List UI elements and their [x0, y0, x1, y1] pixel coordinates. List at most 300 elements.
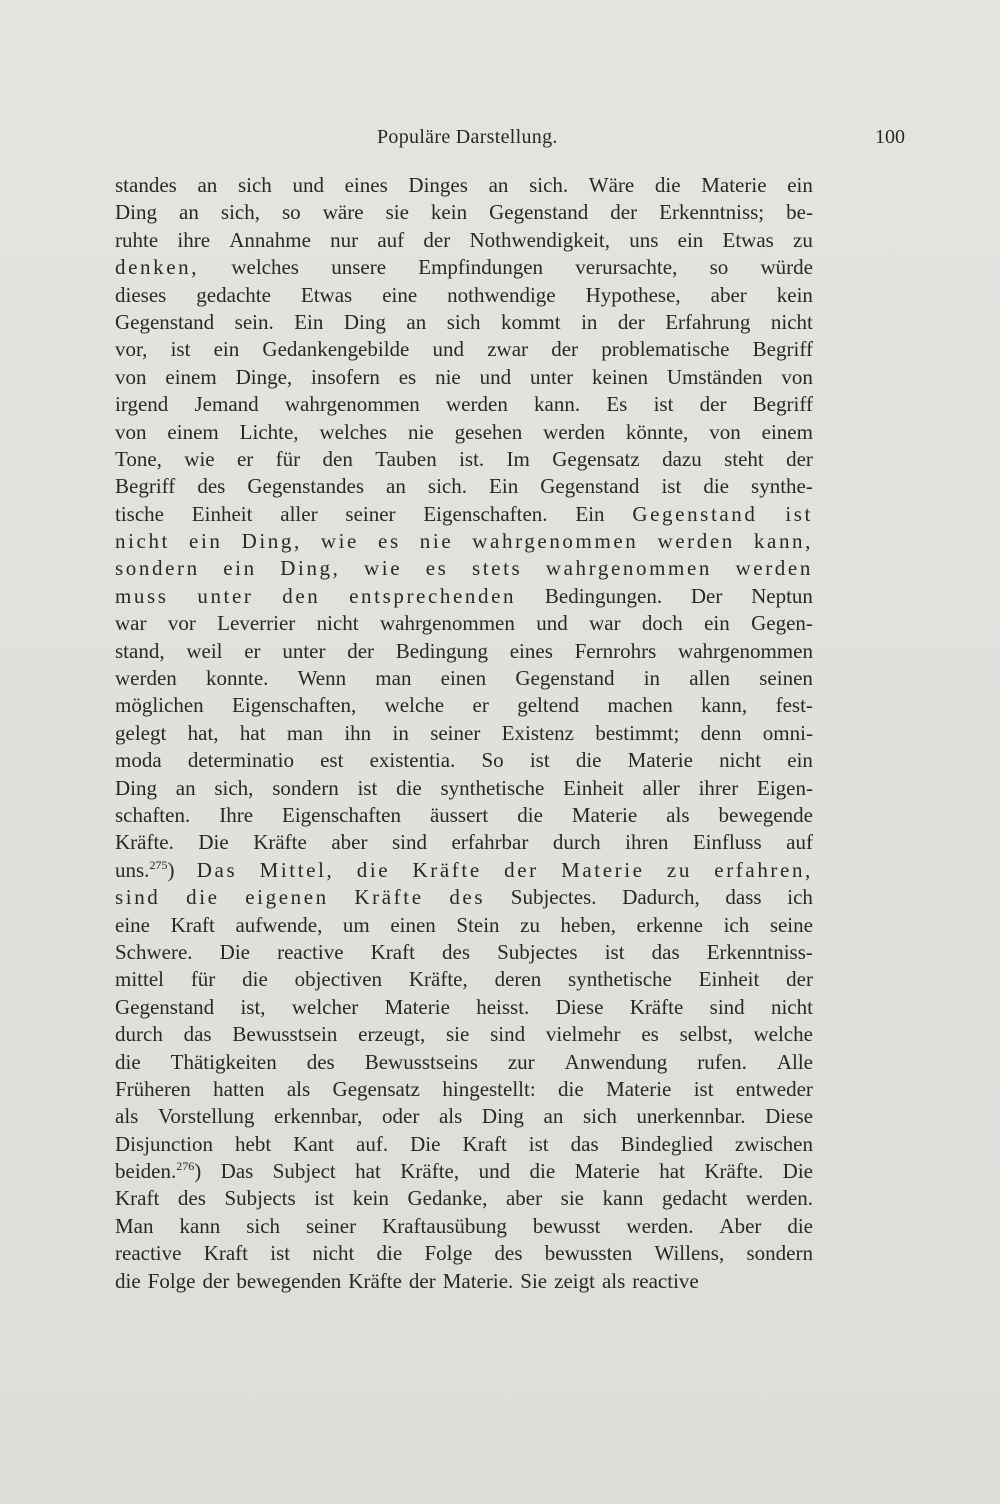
page-header — [115, 126, 905, 156]
word: Gegenstand — [632, 501, 758, 526]
word: nie — [435, 364, 461, 389]
word: gesehen — [454, 419, 523, 444]
word: des — [177, 1186, 206, 1211]
word: sich — [237, 173, 272, 197]
word: des — [494, 1241, 523, 1266]
text-line — [115, 391, 813, 418]
word: seine — [769, 912, 813, 937]
word: Materie. — [442, 1268, 514, 1293]
word: nur — [330, 227, 359, 252]
word: die — [575, 748, 602, 773]
word: aber — [505, 1186, 543, 1211]
word: ist — [661, 474, 682, 499]
word: kein — [352, 1186, 389, 1211]
word: Erkenntniss- — [706, 939, 813, 964]
word: gelegt — [115, 720, 167, 745]
word: die — [558, 1076, 584, 1101]
word: reactive — [277, 939, 344, 964]
word: denn — [700, 720, 742, 745]
word: ist — [785, 501, 813, 526]
word: welches — [319, 419, 388, 444]
text-line — [115, 994, 813, 1021]
word: Nothwendigkeit, — [469, 227, 610, 252]
word: sind — [709, 994, 745, 1019]
word: als — [286, 1076, 311, 1101]
word: ich — [723, 912, 750, 937]
word: der — [408, 1268, 436, 1293]
word: als — [601, 1268, 626, 1293]
word: Bewusstsein — [232, 1022, 338, 1047]
text-line — [115, 1185, 813, 1212]
word: objectiven — [294, 967, 383, 992]
word: zu — [666, 857, 692, 882]
word: ist — [693, 1076, 714, 1101]
word: Jemand — [194, 392, 259, 417]
word: er — [472, 693, 489, 718]
word: hat — [355, 1159, 381, 1184]
word: Subjects — [224, 1186, 296, 1211]
word: geltend — [517, 693, 580, 718]
text-line — [115, 775, 813, 802]
text-line — [115, 1103, 813, 1130]
word: Etwas — [300, 282, 353, 307]
word: Das — [220, 1159, 254, 1184]
word: est — [320, 748, 344, 773]
word: das — [570, 1131, 599, 1156]
word: problematische — [601, 337, 730, 362]
word: eine — [382, 282, 418, 307]
word: der — [202, 1268, 230, 1293]
word: Kräfte — [412, 857, 482, 882]
word: Ihre — [219, 802, 254, 827]
word: Die — [219, 939, 250, 964]
word: existentia. — [369, 748, 456, 773]
text-line — [115, 282, 813, 309]
word: hat — [659, 1159, 685, 1184]
word: der — [699, 392, 727, 417]
word: Ding — [343, 309, 386, 334]
word: zwar — [487, 337, 529, 362]
word: Materie — [627, 748, 693, 773]
word: eigenen — [245, 885, 329, 910]
word: in — [581, 309, 598, 334]
word: Alle — [776, 1049, 813, 1074]
word: ist — [528, 1131, 549, 1156]
word: einem — [167, 419, 219, 444]
word: ein — [787, 748, 813, 773]
word: sich — [246, 1213, 281, 1238]
word: Materie — [571, 802, 638, 827]
running-title: Populäre Darstellung. — [377, 126, 558, 148]
word: sondern — [115, 556, 200, 581]
word: Kant — [293, 1131, 335, 1156]
word: rufen. — [697, 1049, 747, 1074]
word: uns — [629, 227, 659, 252]
word: Erfahrung — [665, 309, 751, 334]
word: Kräfte, — [408, 967, 468, 992]
word: sind — [490, 1022, 526, 1047]
word: von — [781, 364, 813, 389]
word: Anwendung — [564, 1049, 668, 1074]
word: kann, — [701, 693, 748, 718]
word: ein — [677, 227, 704, 252]
word: kein — [430, 200, 468, 225]
word: reactive — [632, 1268, 699, 1293]
word: ein — [704, 611, 730, 636]
word: seiner — [430, 720, 481, 745]
word: man — [286, 720, 324, 745]
word: die — [703, 474, 729, 499]
word: Ding — [115, 200, 157, 225]
word: verursachte, — [575, 255, 678, 280]
word: be- — [786, 200, 813, 225]
word: Folge — [147, 1268, 196, 1293]
word: nicht — [719, 748, 762, 773]
word: bestimmt; — [595, 720, 680, 745]
word: der — [423, 227, 451, 252]
word: synthe- — [751, 474, 813, 499]
word: ist — [529, 748, 550, 773]
word: Ding — [115, 775, 157, 800]
text-line — [115, 1213, 813, 1240]
word: als — [115, 1104, 139, 1129]
word: das — [183, 1022, 212, 1047]
text-line — [115, 829, 813, 856]
word: ist — [604, 939, 625, 964]
word: Annahme — [229, 227, 311, 252]
word: synthetische — [568, 967, 672, 992]
word: Die — [198, 830, 229, 855]
word: Willens, — [654, 1241, 725, 1266]
word: Materie — [561, 857, 645, 882]
word: als — [666, 802, 690, 827]
word: das — [651, 939, 680, 964]
word: Begriff — [752, 392, 813, 417]
word: ein — [787, 173, 813, 197]
word: unter — [530, 364, 574, 389]
word: ein — [223, 556, 257, 581]
word: Früheren — [115, 1076, 191, 1101]
text-line — [115, 1076, 813, 1103]
word: aber — [710, 282, 747, 307]
word: weil — [186, 638, 223, 663]
word: nicht — [115, 529, 170, 554]
word: nie — [419, 529, 454, 554]
word: und — [478, 1159, 511, 1184]
word: in — [392, 720, 409, 745]
word: Kräfte, — [400, 1159, 460, 1184]
word: durch — [115, 1022, 163, 1047]
word: sind — [115, 885, 161, 910]
word: Lichte, — [239, 419, 299, 444]
word: insofern — [311, 364, 380, 389]
word: Materie — [574, 1159, 640, 1184]
word: an — [386, 474, 406, 499]
word: Materie — [701, 173, 767, 197]
page-number: 100 — [875, 126, 905, 148]
word: erzeugt, — [358, 1022, 426, 1047]
word: erkenne — [636, 912, 703, 937]
word: auf — [377, 227, 405, 252]
word: aufwende, — [235, 912, 323, 937]
word: auf — [786, 830, 813, 855]
word: dieses — [115, 282, 167, 307]
word: der — [347, 638, 375, 663]
word: erkennbar, — [274, 1104, 363, 1129]
word: er — [236, 446, 254, 471]
word: werden. — [626, 1213, 694, 1238]
word: schaften. — [115, 802, 191, 827]
word: sie — [385, 200, 409, 225]
word: Begriff — [752, 337, 813, 362]
word: er — [244, 638, 261, 663]
word: zu — [793, 227, 813, 252]
word: um — [342, 912, 370, 937]
word: Tone, — [115, 446, 162, 471]
word: an — [488, 173, 509, 197]
text-line — [115, 720, 813, 747]
word: kommt — [501, 309, 561, 334]
word: und — [292, 173, 324, 197]
text-line — [115, 446, 813, 473]
word: ist — [653, 392, 674, 417]
word: oder — [382, 1104, 420, 1129]
word: bewusst — [532, 1213, 601, 1238]
word: es — [425, 556, 449, 581]
word: wie — [184, 446, 215, 471]
word: hat, — [187, 720, 219, 745]
word: Subject — [272, 1159, 336, 1184]
word: kein — [776, 282, 813, 307]
word: werden. — [745, 1186, 813, 1211]
word: erfahrbar — [451, 830, 529, 855]
word: Einheit — [698, 967, 760, 992]
word: Gegenstand — [515, 666, 615, 691]
word: hingestellt: — [442, 1076, 536, 1101]
word: wahrgenommen — [678, 638, 813, 663]
word: ein — [213, 337, 240, 362]
word: dazu — [662, 446, 702, 471]
word: Eigenschaften — [282, 802, 401, 827]
word: aller — [280, 501, 318, 526]
word: Kraft — [170, 912, 215, 937]
word: nothwendige — [447, 282, 556, 307]
word: vor, — [115, 337, 148, 362]
word: für — [190, 967, 216, 992]
word: zeigt — [554, 1268, 595, 1293]
word: Einfluss — [692, 830, 762, 855]
word: des — [306, 1049, 335, 1074]
text-line — [115, 336, 813, 363]
word: eines — [344, 173, 388, 197]
text-line — [115, 610, 813, 637]
word: hatten — [213, 1076, 265, 1101]
word: seiner — [305, 1213, 357, 1238]
word: Begriff — [115, 474, 176, 499]
word: nie — [408, 419, 434, 444]
word: Tauben — [375, 446, 437, 471]
word: Gegenstand — [540, 474, 640, 499]
word: Materie — [606, 1076, 672, 1101]
word: Folge — [424, 1241, 473, 1266]
word: welche — [753, 1022, 813, 1047]
word: des — [442, 939, 471, 964]
word: vielmehr — [545, 1022, 621, 1047]
word: Aber — [719, 1213, 762, 1238]
word: die — [115, 1268, 141, 1293]
word: nicht — [312, 1241, 355, 1266]
word: Im — [506, 446, 530, 471]
word: Subjectes. — [510, 885, 597, 910]
word: Kraft — [462, 1131, 507, 1156]
word: die — [396, 775, 422, 800]
word: fest- — [775, 693, 813, 718]
word: an — [543, 1104, 564, 1129]
word: Eigenschaften, — [232, 693, 357, 718]
word: Kraft — [115, 1186, 160, 1211]
word: heisst. — [476, 994, 530, 1019]
word: Schwere. — [115, 939, 193, 964]
word: unter — [197, 583, 254, 608]
word: einem — [761, 419, 813, 444]
footnote-reference: 276 — [176, 1159, 195, 1174]
word: moda — [115, 748, 162, 773]
word: Ein — [489, 474, 519, 499]
word: ist — [270, 1241, 291, 1266]
word: eines — [509, 638, 553, 663]
footnote-reference: 275 — [149, 857, 168, 872]
word: Die — [410, 1131, 441, 1156]
word: welches — [231, 255, 299, 280]
word: Gedankengebilde — [262, 337, 410, 362]
word: Einheit — [563, 775, 624, 800]
word: determinatio — [187, 748, 294, 773]
word: der — [551, 337, 579, 362]
word: wäre — [322, 200, 364, 225]
word: wahrgenommen — [379, 611, 515, 636]
word: Dinges — [408, 173, 468, 197]
text-line — [115, 1240, 813, 1267]
word: gedacht — [662, 1186, 728, 1211]
word: nicht — [770, 994, 813, 1019]
word: Fernrohrs — [574, 638, 657, 663]
word: Dinge, — [235, 364, 293, 389]
word: omni- — [762, 720, 813, 745]
word: irgend — [115, 392, 169, 417]
word: dass — [725, 885, 762, 910]
word: sich. — [529, 173, 569, 197]
word: entsprechenden — [349, 583, 517, 608]
word: es — [398, 364, 417, 389]
word: nicht — [316, 611, 359, 636]
word: So — [481, 748, 504, 773]
text-line — [115, 1268, 813, 1295]
word: Kräfte. — [115, 830, 174, 855]
word: zwischen — [734, 1131, 813, 1156]
word: Bedingungen. — [544, 583, 663, 608]
word: werden — [446, 392, 508, 417]
word: ihren — [625, 830, 669, 855]
word: Wäre — [588, 173, 635, 197]
word: sind — [391, 830, 427, 855]
word: sondern — [746, 1241, 813, 1266]
word: Gegenstand — [115, 994, 215, 1019]
word: sich — [446, 309, 481, 334]
word: einem — [165, 364, 217, 389]
word: Wenn — [297, 666, 347, 691]
text-line — [115, 692, 813, 719]
word: uns.$^{275}$) — [115, 857, 175, 882]
word: mittel — [115, 967, 164, 992]
word: Kraft — [370, 939, 415, 964]
word: bewegende — [718, 802, 813, 827]
word: Gegenstand — [489, 200, 589, 225]
text-line — [115, 1131, 813, 1158]
text-line — [115, 1021, 813, 1048]
word: Gedanke, — [407, 1186, 488, 1211]
word: ihre — [177, 227, 211, 252]
word: von — [709, 419, 741, 444]
word: würde — [760, 255, 813, 280]
word: Hypothese, — [585, 282, 681, 307]
word: Subjectes — [497, 939, 578, 964]
text-line — [115, 583, 813, 610]
word: war — [115, 611, 147, 636]
word: Existenz — [501, 720, 574, 745]
text-line — [115, 802, 813, 829]
word: stets — [471, 556, 523, 581]
word: Kräfte. — [704, 1159, 764, 1184]
word: denken, — [115, 255, 200, 280]
word: Kräfte — [354, 885, 424, 910]
word: Gegenstand — [115, 309, 215, 334]
word: werden — [115, 666, 177, 691]
body-text — [115, 172, 813, 1295]
word: so — [709, 255, 729, 280]
word: es — [378, 529, 401, 554]
word: Disjunction — [115, 1131, 213, 1156]
word: möglichen — [115, 693, 204, 718]
word: Gegensatz — [332, 1076, 420, 1101]
word: die — [787, 1213, 813, 1238]
word: als — [438, 1104, 463, 1129]
word: für — [275, 446, 301, 471]
word: Bindeglied — [620, 1131, 713, 1156]
word: an — [406, 309, 427, 334]
word: die — [115, 1049, 141, 1074]
word: Der — [690, 583, 723, 608]
word: Etwas — [722, 227, 774, 252]
word: ein — [189, 529, 223, 554]
word: selbst, — [679, 1022, 733, 1047]
word: der — [610, 200, 638, 225]
word: sie — [560, 1186, 584, 1211]
word: der — [786, 446, 813, 471]
word: so — [282, 200, 301, 225]
word: Man — [115, 1213, 154, 1238]
word: reactive — [115, 1241, 182, 1266]
word: kann — [602, 1186, 644, 1211]
word: bewegenden — [236, 1268, 342, 1293]
word: Kraft — [203, 1241, 248, 1266]
word: Neptun — [751, 583, 813, 608]
word: unter — [282, 638, 326, 663]
word: Vorstellung — [157, 1104, 255, 1129]
word: wahrgenommen — [545, 556, 712, 581]
word: kann. — [534, 392, 581, 417]
text-line — [115, 857, 813, 884]
text-line — [115, 939, 813, 966]
